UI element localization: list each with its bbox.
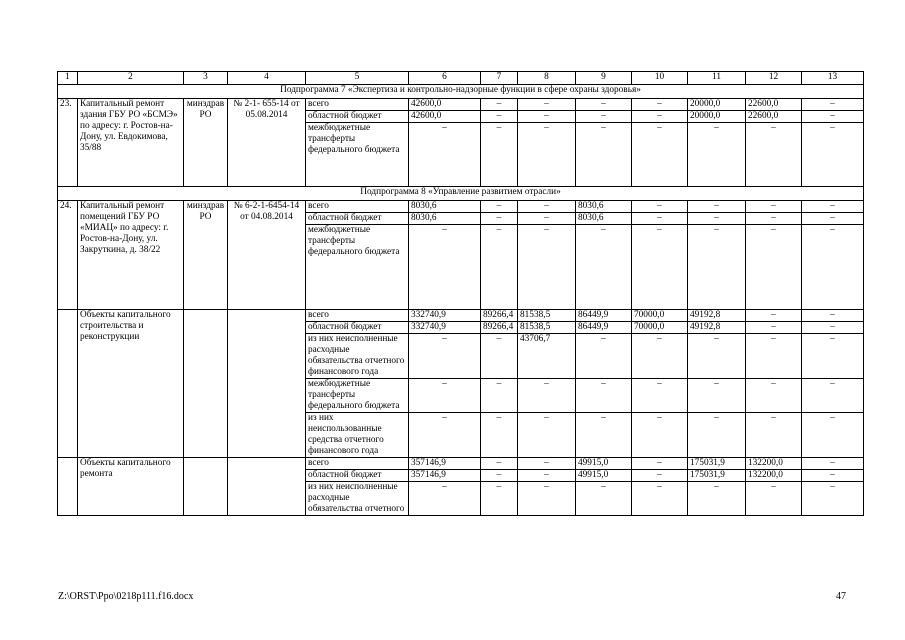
- funding-label: областной бюджет: [306, 470, 409, 482]
- value-cell: –: [746, 413, 802, 458]
- funding-label: всего: [306, 201, 409, 213]
- value-cell: –: [802, 111, 864, 123]
- value-cell: –: [481, 111, 518, 123]
- document-ref: [228, 310, 306, 458]
- row-number: 23.: [58, 99, 78, 187]
- value-cell: –: [481, 458, 518, 470]
- value-cell: –: [632, 334, 688, 379]
- funding-label: межбюджетные трансферты федерального бюджета: [306, 225, 409, 310]
- value-cell: –: [688, 379, 746, 413]
- value-cell: 49192,8: [688, 310, 746, 322]
- value-cell: 42600,0: [409, 99, 481, 111]
- value-cell: –: [802, 413, 864, 458]
- subprogram-8-title: Подпрограмма 8 «Управление развитием отрасли»: [58, 187, 864, 201]
- object-name: Объекты капитального строительства и реконструкции: [78, 310, 184, 458]
- funding-label: из них неисполненные расходные обязательства отчетного финансового года: [306, 334, 409, 379]
- row-number: [58, 310, 78, 458]
- value-cell: –: [576, 334, 632, 379]
- col-number: 8: [518, 72, 576, 85]
- value-cell: –: [576, 379, 632, 413]
- value-cell: –: [802, 470, 864, 482]
- value-cell: 70000,0: [632, 310, 688, 322]
- value-cell: 49915,0: [576, 470, 632, 482]
- value-cell: 20000,0: [688, 99, 746, 111]
- value-cell: 175031,9: [688, 458, 746, 470]
- value-cell: –: [481, 225, 518, 310]
- value-cell: –: [688, 213, 746, 225]
- value-cell: –: [518, 379, 576, 413]
- value-cell: –: [688, 413, 746, 458]
- value-cell: 8030,6: [576, 201, 632, 213]
- col-number: 7: [481, 72, 518, 85]
- value-cell: –: [481, 334, 518, 379]
- value-cell: –: [802, 322, 864, 334]
- value-cell: –: [518, 458, 576, 470]
- value-cell: –: [688, 123, 746, 187]
- value-cell: –: [632, 213, 688, 225]
- value-cell: –: [481, 201, 518, 213]
- value-cell: –: [802, 334, 864, 379]
- value-cell: –: [802, 458, 864, 470]
- subprogram-7-title: Подпрограмма 7 «Экспертиза и контрольно-надзорные функции в сфере охраны здоровья»: [58, 85, 864, 99]
- value-cell: 132200,0: [746, 470, 802, 482]
- col-number: 6: [409, 72, 481, 85]
- value-cell: –: [632, 379, 688, 413]
- value-cell: 43706,7: [518, 334, 576, 379]
- value-cell: –: [746, 334, 802, 379]
- funding-label: всего: [306, 458, 409, 470]
- value-cell: –: [632, 470, 688, 482]
- value-cell: 49192,8: [688, 322, 746, 334]
- value-cell: –: [632, 225, 688, 310]
- value-cell: –: [632, 201, 688, 213]
- value-cell: –: [409, 225, 481, 310]
- value-cell: –: [481, 413, 518, 458]
- value-cell: –: [518, 482, 576, 516]
- value-cell: –: [802, 225, 864, 310]
- object-name: Капитальный ремонт здания ГБУ РО «БСМЭ» по адресу: г. Ростов-на-Дону, ул. Евдокимова, 35/88: [78, 99, 184, 187]
- col-number: 12: [746, 72, 802, 85]
- value-cell: 49915,0: [576, 458, 632, 470]
- object-name: Капитальный ремонт помещений ГБУ РО «МИАЦ» по адресу: г. Ростов-на-Дону, ул. Закруткина, д. 38/22: [78, 201, 184, 310]
- value-cell: –: [802, 123, 864, 187]
- funding-label: межбюджетные трансферты федерального бюджета: [306, 379, 409, 413]
- value-cell: –: [632, 458, 688, 470]
- value-cell: 89266,4: [481, 322, 518, 334]
- value-cell: 332740,9: [409, 310, 481, 322]
- col-number: 3: [184, 72, 228, 85]
- value-cell: –: [481, 379, 518, 413]
- row-number: 24.: [58, 201, 78, 310]
- value-cell: 175031,9: [688, 470, 746, 482]
- value-cell: 22600,0: [746, 111, 802, 123]
- funding-label: областной бюджет: [306, 213, 409, 225]
- col-number: 13: [802, 72, 864, 85]
- value-cell: –: [688, 225, 746, 310]
- value-cell: –: [518, 413, 576, 458]
- column-number-row: [58, 72, 864, 85]
- value-cell: 81538,5: [518, 322, 576, 334]
- value-cell: –: [518, 470, 576, 482]
- value-cell: –: [518, 201, 576, 213]
- value-cell: –: [632, 413, 688, 458]
- value-cell: –: [688, 201, 746, 213]
- value-cell: –: [688, 482, 746, 516]
- value-cell: –: [409, 123, 481, 187]
- value-cell: 86449,9: [576, 310, 632, 322]
- value-cell: –: [746, 310, 802, 322]
- value-cell: –: [576, 111, 632, 123]
- value-cell: –: [802, 201, 864, 213]
- value-cell: –: [481, 213, 518, 225]
- value-cell: 357146,9: [409, 470, 481, 482]
- document-ref: № 6-2-1-6454-14 от 04.08.2014: [228, 201, 306, 310]
- value-cell: –: [746, 123, 802, 187]
- value-cell: –: [632, 99, 688, 111]
- value-cell: 357146,9: [409, 458, 481, 470]
- value-cell: 86449,9: [576, 322, 632, 334]
- value-cell: –: [409, 379, 481, 413]
- value-cell: –: [746, 482, 802, 516]
- object-name: Объекты капитального ремонта: [78, 458, 184, 516]
- funding-label: всего: [306, 99, 409, 111]
- table-row: [58, 310, 864, 322]
- table-row: [58, 99, 864, 111]
- value-cell: 132200,0: [746, 458, 802, 470]
- value-cell: –: [802, 310, 864, 322]
- value-cell: 20000,0: [688, 111, 746, 123]
- funding-label: областной бюджет: [306, 322, 409, 334]
- value-cell: 332740,9: [409, 322, 481, 334]
- value-cell: –: [409, 413, 481, 458]
- value-cell: 42600,0: [409, 111, 481, 123]
- col-number: 5: [306, 72, 409, 85]
- value-cell: –: [746, 379, 802, 413]
- value-cell: –: [409, 334, 481, 379]
- value-cell: –: [802, 213, 864, 225]
- executor: [184, 310, 228, 458]
- value-cell: –: [802, 379, 864, 413]
- budget-table-page: [57, 71, 864, 516]
- value-cell: 70000,0: [632, 322, 688, 334]
- value-cell: –: [688, 334, 746, 379]
- col-number: 1: [58, 72, 78, 85]
- value-cell: –: [746, 322, 802, 334]
- value-cell: –: [481, 482, 518, 516]
- table-row: [58, 458, 864, 470]
- document-ref: № 2-1- 655-14 от 05.08.2014: [228, 99, 306, 187]
- value-cell: –: [632, 482, 688, 516]
- value-cell: 8030,6: [409, 213, 481, 225]
- value-cell: –: [518, 123, 576, 187]
- value-cell: –: [481, 470, 518, 482]
- executor: [184, 458, 228, 516]
- value-cell: –: [481, 123, 518, 187]
- value-cell: –: [576, 99, 632, 111]
- value-cell: –: [518, 213, 576, 225]
- funding-label: межбюджетные трансферты федерального бюджета: [306, 123, 409, 187]
- value-cell: 8030,6: [409, 201, 481, 213]
- document-ref: [228, 458, 306, 516]
- funding-label: областной бюджет: [306, 111, 409, 123]
- value-cell: –: [576, 225, 632, 310]
- value-cell: –: [746, 201, 802, 213]
- col-number: 4: [228, 72, 306, 85]
- value-cell: –: [632, 123, 688, 187]
- value-cell: 81538,5: [518, 310, 576, 322]
- value-cell: –: [481, 99, 518, 111]
- col-number: 2: [78, 72, 184, 85]
- subprogram-row: [58, 187, 864, 201]
- page-number: 47: [836, 591, 846, 602]
- subprogram-row: [58, 85, 864, 99]
- value-cell: –: [802, 99, 864, 111]
- value-cell: –: [576, 123, 632, 187]
- document-file-path: Z:\ORST\Ppo\0218p111.f16.docx: [58, 591, 194, 602]
- funding-label: всего: [306, 310, 409, 322]
- value-cell: –: [576, 482, 632, 516]
- col-number: 11: [688, 72, 746, 85]
- value-cell: 89266,4: [481, 310, 518, 322]
- executor: минздрав РО: [184, 201, 228, 310]
- col-number: 9: [576, 72, 632, 85]
- value-cell: –: [746, 213, 802, 225]
- value-cell: –: [409, 482, 481, 516]
- funding-label: из них неисполненные расходные обязательства отчетного: [306, 482, 409, 516]
- value-cell: –: [746, 225, 802, 310]
- funding-label: из них неиспользованные средства отчетного финансового года: [306, 413, 409, 458]
- row-number: [58, 458, 78, 516]
- value-cell: –: [518, 99, 576, 111]
- value-cell: 8030,6: [576, 213, 632, 225]
- value-cell: –: [518, 111, 576, 123]
- value-cell: –: [576, 413, 632, 458]
- value-cell: –: [518, 225, 576, 310]
- col-number: 10: [632, 72, 688, 85]
- value-cell: 22600,0: [746, 99, 802, 111]
- budget-table: [57, 71, 864, 516]
- value-cell: –: [802, 482, 864, 516]
- executor: минздрав РО: [184, 99, 228, 187]
- value-cell: –: [632, 111, 688, 123]
- table-row: [58, 201, 864, 213]
